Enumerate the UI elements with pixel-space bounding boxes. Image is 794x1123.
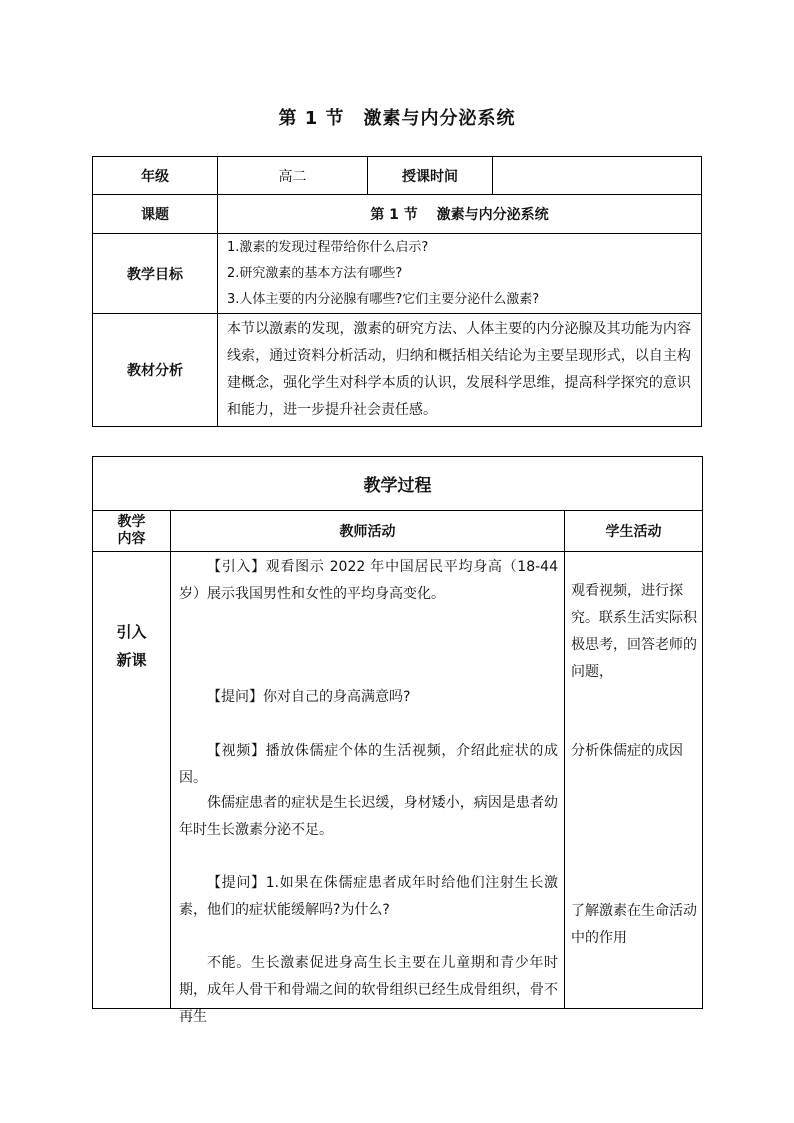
teacher-paragraph: 侏儒症患者的症状是生长迟缓，身材矮小，病因是患者幼年时生长激素分泌不足。 bbox=[179, 795, 558, 838]
teacher-paragraph: 【提问】你对自己的身高满意吗? bbox=[207, 689, 411, 705]
section-label: 引入 新课 bbox=[116, 623, 147, 669]
teacher-activities bbox=[171, 552, 564, 1025]
student-paragraph: 观看视频，进行探究。联系生活实际积极思考，回答老师的问题， bbox=[571, 583, 697, 680]
teaching-process-table bbox=[92, 456, 703, 1025]
goals-label: 教学目标 bbox=[93, 234, 218, 314]
time-value bbox=[493, 157, 702, 195]
topic-label: 课题 bbox=[93, 195, 218, 234]
student-activities bbox=[565, 552, 702, 1008]
teacher-paragraph: 【视频】播放侏儒症个体的生活视频，介绍此症状的成因。 bbox=[179, 743, 558, 786]
goal-item: 1.激素的发现过程带给你什么启示? bbox=[227, 239, 429, 255]
lesson-info-table bbox=[92, 156, 702, 427]
analysis-text: 本节以激素的发现，激素的研究方法、人体主要的内分泌腺及其功能为内容线索，通过资料分析活动，归纳和概括相关结论为主要呈现形式，以自主构建概念，强化学生对科学本质的认识，发展科学思维，提高科学探究的意识和能力，进一步提升社会责任感。 bbox=[218, 314, 702, 427]
col-student-header: 学生活动 bbox=[565, 511, 703, 552]
topic-value: 第 1 节 激素与内分泌系统 bbox=[218, 195, 702, 234]
time-label: 授课时间 bbox=[368, 157, 493, 195]
teacher-paragraph: 【提问】1.如果在侏儒症患者成年时给他们注射生长激素，他们的症状能缓解吗?为什么? bbox=[179, 875, 558, 918]
goal-item: 3.人体主要的内分泌腺有哪些?它们主要分泌什么激素? bbox=[227, 291, 540, 307]
teacher-paragraph: 【引入】观看图示 2022 年中国居民平均身高（18-44 岁）展示我国男性和女性的平均身高变化。 bbox=[179, 559, 558, 602]
col-teacher-header: 教师活动 bbox=[171, 511, 565, 552]
goal-item: 2.研究激素的基本方法有哪些? bbox=[227, 265, 403, 281]
process-header: 教学过程 bbox=[93, 457, 703, 511]
student-paragraph: 分析侏儒症的成因 bbox=[571, 743, 683, 759]
grade-label: 年级 bbox=[93, 157, 218, 195]
col-content-header: 教学 内容 bbox=[93, 511, 171, 552]
analysis-label: 教材分析 bbox=[93, 314, 218, 427]
student-paragraph: 了解激素在生命活动中的作用 bbox=[571, 903, 697, 946]
teacher-paragraph: 不能。生长激素促进身高生长主要在儿童期和青少年时期，成年人骨干和骨端之间的软骨组织已经生成骨组织，骨不再生 bbox=[179, 955, 558, 1025]
grade-value: 高二 bbox=[218, 157, 368, 195]
goals-list bbox=[218, 234, 702, 314]
page-title: 第 1 节 激素与内分泌系统 bbox=[278, 108, 516, 129]
